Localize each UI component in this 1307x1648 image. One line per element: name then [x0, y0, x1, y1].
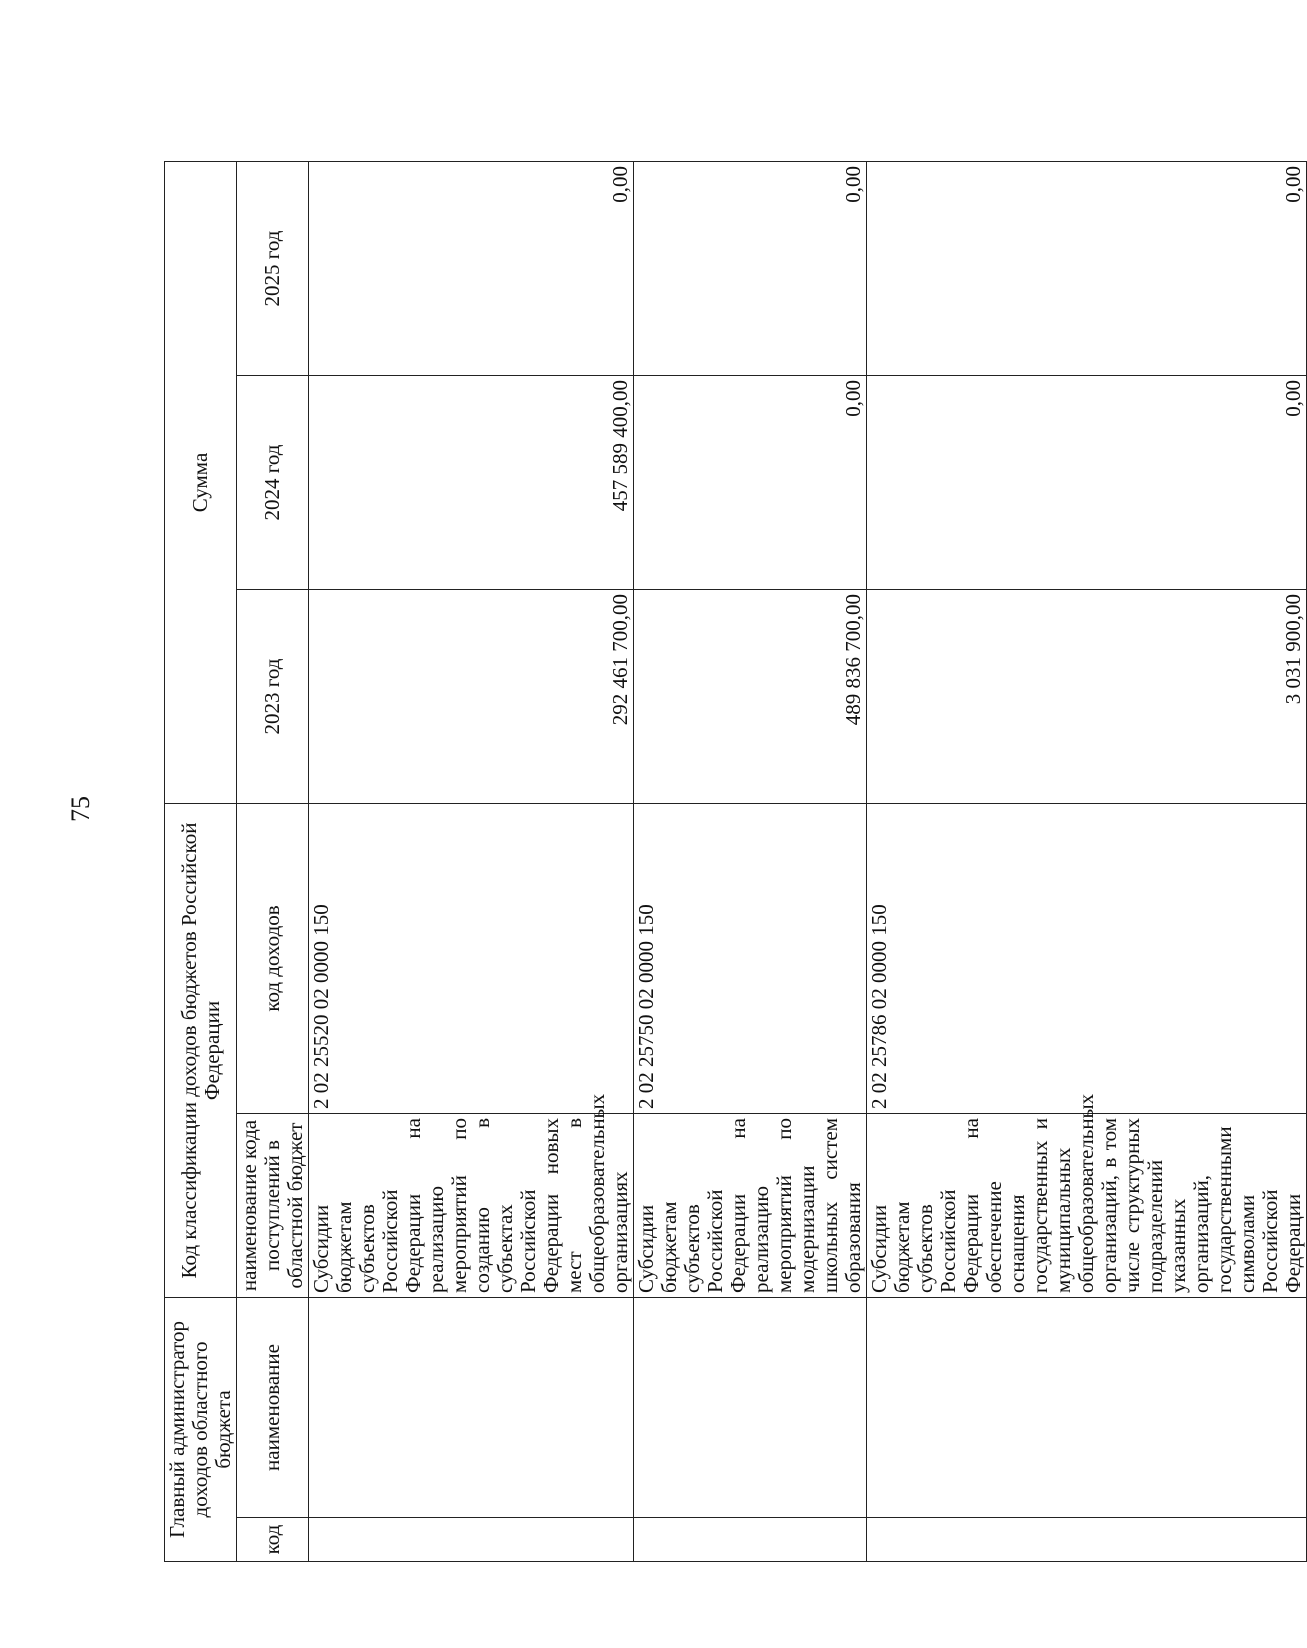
sum-2024-cell: 0,00	[634, 375, 867, 589]
col-income-name-header: наименование кода поступлений в областной бюджет	[237, 1114, 309, 1298]
income-name-cell: Субсидии бюджетам субъектов Российской Федерации на обеспечение оснащения государственных и муниципальных общеобразовательных организаций, в том числе структурных подразделений указанных организаций, государственными символами Российской Федерации	[867, 1114, 1307, 1298]
sum-2025-cell: 0,00	[867, 161, 1307, 375]
row-code-cell	[867, 1518, 1307, 1562]
row-code-cell	[634, 1518, 867, 1562]
income-classification-table	[164, 161, 1307, 1562]
page-number: 75	[66, 796, 95, 822]
income-code-cell: 2 02 25786 02 0000 150	[867, 803, 1307, 1113]
col-code-header: код	[237, 1518, 309, 1562]
sum-2023-cell: 292 461 700,00	[309, 589, 634, 803]
classification-group-header: Код классификации доходов бюджетов Российской Федерации	[165, 803, 237, 1297]
income-name-cell: Субсидии бюджетам субъектов Российской Федерации на реализацию мероприятий по модернизации школьных систем образования	[634, 1114, 867, 1298]
sum-2023-cell: 3 031 900,00	[867, 589, 1307, 803]
col-name-header: наименование	[237, 1298, 309, 1518]
row-name-cell	[309, 1298, 634, 1518]
table-row	[309, 161, 634, 1561]
budget-table-container	[164, 162, 1305, 1562]
sum-2023-cell: 489 836 700,00	[634, 589, 867, 803]
table-row	[867, 161, 1307, 1561]
income-code-cell: 2 02 25520 02 0000 150	[309, 803, 634, 1113]
row-name-cell	[634, 1298, 867, 1518]
col-2023-header: 2023 год	[237, 589, 309, 803]
col-income-code-header: код доходов	[237, 803, 309, 1113]
admin-group-header: Главный администратор доходов областного бюджета	[165, 1298, 237, 1562]
sum-2025-cell: 0,00	[634, 161, 867, 375]
income-name-cell: Субсидии бюджетам субъектов Российской Федерации на реализацию мероприятий по созданию в субъектах Российской Федерации новых мест в общеобразовательных организациях	[309, 1114, 634, 1298]
row-code-cell	[309, 1518, 634, 1562]
col-2024-header: 2024 год	[237, 375, 309, 589]
sum-2025-cell: 0,00	[309, 161, 634, 375]
sum-2024-cell: 0,00	[867, 375, 1307, 589]
col-2025-header: 2025 год	[237, 161, 309, 375]
table-row	[634, 161, 867, 1561]
sum-group-header: Сумма	[165, 161, 237, 803]
row-name-cell	[867, 1298, 1307, 1518]
income-code-cell: 2 02 25750 02 0000 150	[634, 803, 867, 1113]
sum-2024-cell: 457 589 400,00	[309, 375, 634, 589]
